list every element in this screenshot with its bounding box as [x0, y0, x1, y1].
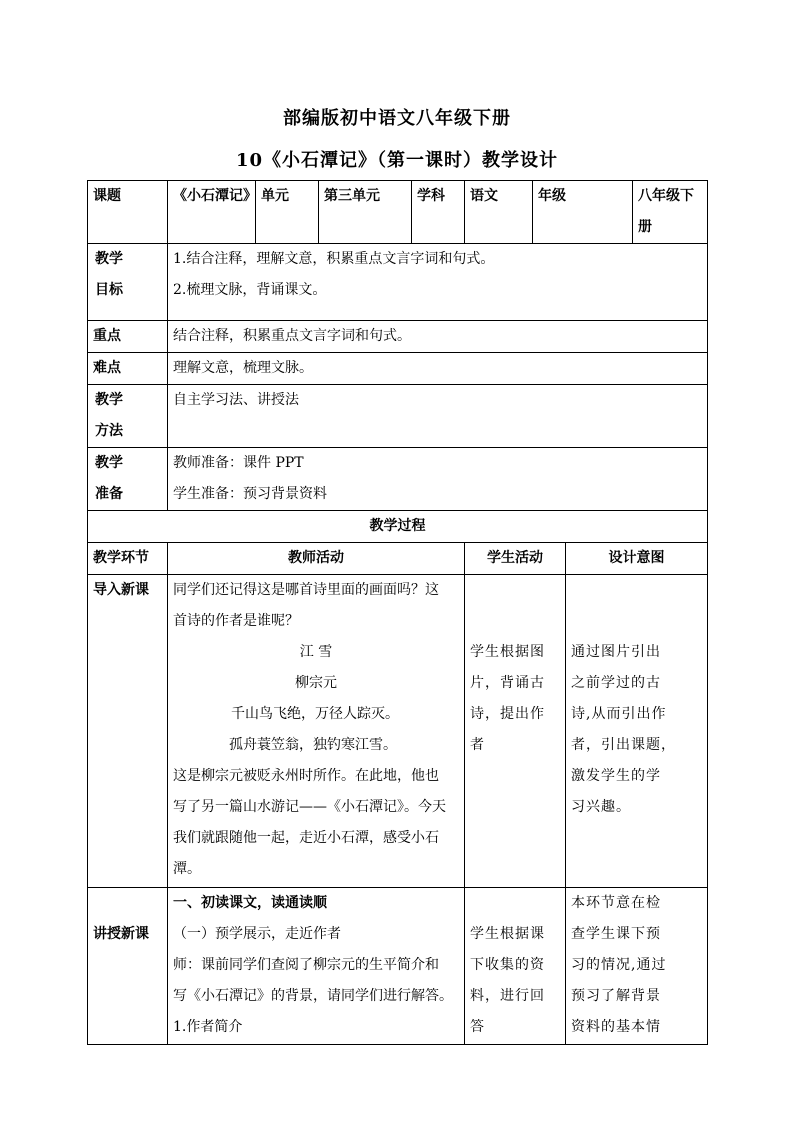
poem-line: 孤舟蓑笠翁，独钓寒江雪。 — [229, 737, 397, 753]
stage-lesson-label: 讲授新课 — [93, 926, 149, 942]
goals-row — [88, 244, 708, 321]
student-line: 者 — [470, 737, 485, 753]
prep-row — [88, 448, 708, 511]
teacher-line: 潭。 — [173, 861, 201, 877]
col-header-stage: 教学环节 — [88, 543, 168, 575]
method-label-a: 教学 — [95, 392, 123, 408]
teacher-line: 写《小石潭记》的背景，请同学们进行解答。 — [173, 988, 453, 1004]
student-line: 料，进行回 — [470, 988, 545, 1004]
info-row — [88, 181, 708, 244]
student-line: 答 — [470, 1019, 485, 1035]
student-activity-intro — [465, 575, 566, 888]
col-header-intent: 设计意图 — [566, 543, 708, 575]
key-label: 重点 — [88, 321, 168, 353]
teacher-line: 首诗的作者是谁呢？ — [173, 613, 299, 629]
intent-line: 习的情况,通过 — [571, 957, 667, 973]
student-line: 学生根据图 — [470, 644, 545, 660]
prep-label — [88, 448, 168, 511]
col-header-student: 学生活动 — [465, 543, 566, 575]
student-line: 学生根据课 — [470, 926, 545, 942]
goals-label — [88, 244, 168, 321]
teacher-line: 1.作者简介 — [173, 1019, 243, 1035]
intent-line: 通过图片引出 — [571, 644, 661, 660]
teacher-line: 同学们还记得这是哪首诗里面的画面吗？这 — [173, 582, 439, 598]
prep-content — [168, 448, 708, 511]
method-label-b: 方法 — [95, 423, 123, 439]
teacher-activity-intro — [168, 575, 465, 888]
difficulty-content: 理解文意，梳理文脉。 — [168, 353, 708, 385]
goal-item: 2.梳理文脉，背诵课文。 — [173, 282, 327, 298]
poem-title: 江 雪 — [299, 644, 333, 660]
info-value-grade: 八年级下册 — [633, 181, 708, 244]
goals-content — [168, 244, 708, 321]
difficulty-row — [88, 353, 708, 385]
teacher-line: 写了另一篇山水游记——《小石潭记》。今天 — [173, 799, 446, 815]
info-value-unit: 第三单元 — [319, 181, 412, 244]
intent-line: 之前学过的古 — [571, 675, 661, 691]
teacher-line: （一）预学展示，走近作者 — [173, 926, 341, 942]
method-row — [88, 385, 708, 448]
info-value-subject: 语文 — [465, 181, 533, 244]
process-heading-row — [88, 511, 708, 543]
goals-label-a: 教学 — [95, 251, 123, 267]
teacher-line: 师：课前同学们查阅了柳宗元的生平简介和 — [173, 957, 439, 973]
difficulty-label: 难点 — [88, 353, 168, 385]
prep-label-a: 教学 — [95, 455, 123, 471]
design-intent-lesson — [566, 888, 708, 1045]
student-line: 诗，提出作 — [470, 706, 545, 722]
intent-line: 激发学生的学 — [571, 768, 661, 784]
teacher-line: 这是柳宗元被贬永州时所作。在此地，他也 — [173, 768, 439, 784]
prep-label-b: 准备 — [95, 486, 123, 502]
goal-item: 1.结合注释，理解文意，积累重点文言字词和句式。 — [173, 251, 495, 267]
student-activity-lesson — [465, 888, 566, 1045]
info-key-topic: 课题 — [88, 181, 168, 244]
intent-line: 资料的基本情 — [571, 1019, 661, 1035]
intent-line: 者，引出课题， — [571, 737, 676, 753]
intent-line: 习兴趣。 — [571, 799, 631, 815]
info-value-topic: 《小石潭记》 — [168, 181, 256, 244]
key-row — [88, 321, 708, 353]
student-line: 下收集的资 — [470, 957, 545, 973]
poem-author: 柳宗元 — [295, 675, 337, 691]
document-title: 部编版初中语文八年级下册 — [283, 108, 511, 129]
info-key-subject: 学科 — [412, 181, 465, 244]
prep-teacher: 教师准备：课件 PPT — [173, 455, 304, 471]
method-content: 自主学习法、讲授法 — [168, 385, 708, 448]
document-subtitle: 10《小石潭记》（第一课时）教学设计 — [235, 150, 559, 171]
poem-line: 千山鸟飞绝，万径人踪灭。 — [231, 706, 399, 722]
stage-intro: 导入新课 — [88, 575, 168, 888]
prep-student: 学生准备：预习背景资料 — [173, 486, 327, 502]
design-intent-intro — [566, 575, 708, 888]
intent-line: 诗,从而引出作 — [571, 706, 667, 722]
stage-lesson — [88, 888, 168, 1045]
col-header-teacher: 教师活动 — [168, 543, 465, 575]
process-row-lesson — [88, 888, 708, 1045]
student-line: 片，背诵古 — [470, 675, 545, 691]
lesson-plan-table — [87, 180, 708, 1045]
intent-line: 查学生课下预 — [571, 926, 661, 942]
key-content: 结合注释，积累重点文言字词和句式。 — [168, 321, 708, 353]
info-key-unit: 单元 — [256, 181, 319, 244]
method-label — [88, 385, 168, 448]
process-heading: 教学过程 — [88, 511, 708, 543]
teacher-activity-lesson — [168, 888, 465, 1045]
process-row-intro — [88, 575, 708, 888]
teacher-line: 我们就跟随他一起，走近小石潭，感受小石 — [173, 830, 439, 846]
intent-line: 预习了解背景 — [571, 988, 661, 1004]
info-key-grade: 年级 — [533, 181, 633, 244]
process-header-row — [88, 543, 708, 575]
intent-line: 本环节意在检 — [571, 895, 661, 911]
teacher-line: 一、初读课文，读通读顺 — [173, 895, 327, 911]
goals-label-b: 目标 — [95, 282, 123, 298]
